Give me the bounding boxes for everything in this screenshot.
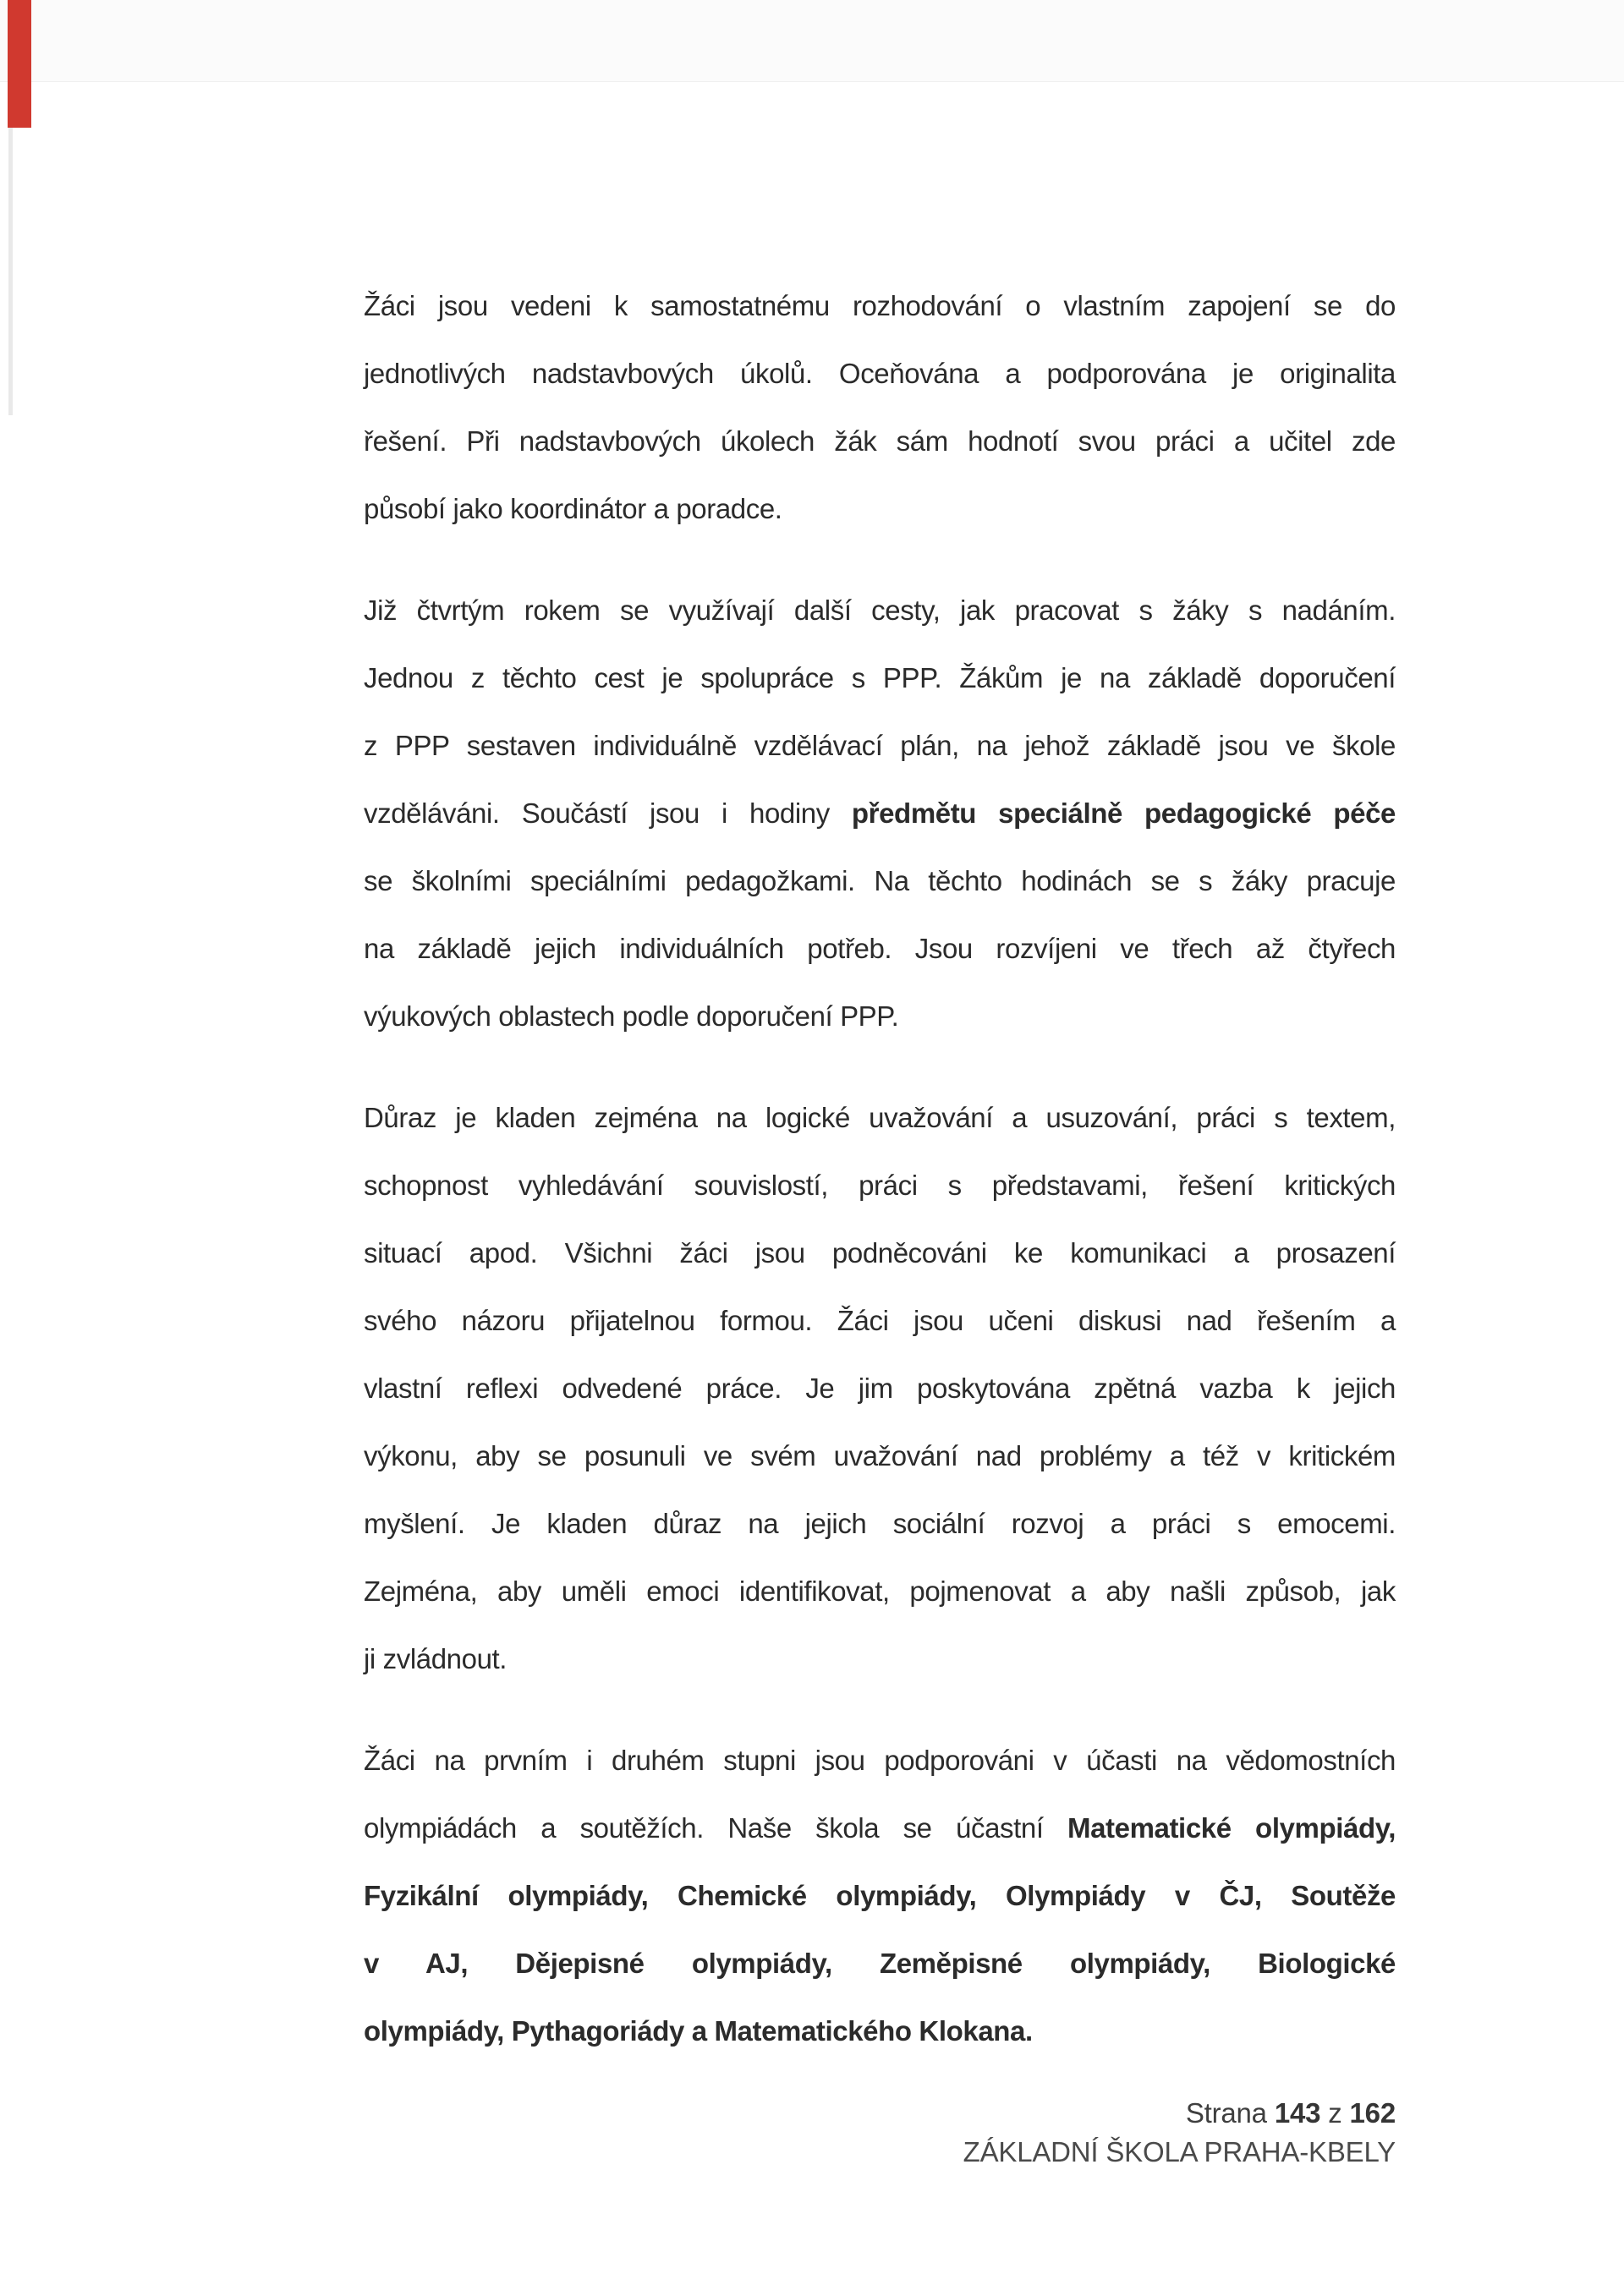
text-run: svého názoru přijatelnou formou. Žáci jsou učeni diskusi nad řešením a (364, 1305, 1396, 1336)
page-footer (364, 2094, 1396, 2172)
text-line (364, 1558, 1396, 1625)
text-line (364, 1795, 1396, 1862)
bold-text-run: Matematické olympiády, (1067, 1812, 1396, 1844)
text-run: působí jako koordinátor a poradce. (364, 493, 782, 524)
text-line (364, 983, 1396, 1050)
text-run: z PPP sestaven individuálně vzdělávací plán, na jehož základě jsou ve škole (364, 730, 1396, 761)
bold-text-run: olympiády, Pythagoriády a Matematického Klokana. (364, 2015, 1033, 2047)
text-line (364, 1997, 1396, 2065)
school-name: ZÁKLADNÍ ŠKOLA PRAHA-KBELY (963, 2136, 1396, 2167)
text-line (364, 847, 1396, 915)
text-run: Již čtvrtým rokem se využívají další cesty, jak pracovat s žáky s nadáním. (364, 595, 1396, 626)
text-run: schopnost vyhledávání souvislostí, práci s představami, řešení kritických (364, 1170, 1396, 1201)
bold-text-run: předmětu speciálně pedagogické péče (851, 797, 1396, 829)
text-line (364, 408, 1396, 475)
text-line (364, 1287, 1396, 1355)
text-run: Zejména, aby uměli emoci identifikovat, pojmenovat a aby našli způsob, jak (364, 1575, 1396, 1607)
text-line (364, 1625, 1396, 1693)
page-number (364, 2094, 1396, 2133)
text-run: Jednou z těchto cest je spolupráce s PPP. Žákům je na základě doporučení (364, 662, 1396, 693)
text-line (364, 1084, 1396, 1152)
text-line (364, 475, 1396, 543)
text-run: myšlení. Je kladen důraz na jejich sociální rozvoj a práci s emocemi. (364, 1508, 1396, 1539)
text-line (364, 1490, 1396, 1558)
text-run: se školními speciálními pedagožkami. Na těchto hodinách se s žáky pracuje (364, 865, 1396, 896)
paragraph (364, 577, 1396, 1050)
page-number-current: 143 (1274, 2097, 1321, 2129)
text-run: Žáci na prvním i druhém stupni jsou podporováni v účasti na vědomostních (364, 1745, 1396, 1776)
text-line (364, 340, 1396, 408)
text-run: řešení. Při nadstavbových úkolech žák sám hodnotí svou práci a učitel zde (364, 425, 1396, 457)
text-line (364, 272, 1396, 340)
text-run: ji zvládnout. (364, 1643, 508, 1674)
text-line (364, 712, 1396, 780)
text-line (364, 577, 1396, 644)
text-line (364, 644, 1396, 712)
text-run: na základě jejich individuálních potřeb. Jsou rozvíjeni ve třech až čtyřech (364, 933, 1396, 964)
page-number-prefix: Strana (1185, 2097, 1267, 2129)
text-line (364, 1930, 1396, 1997)
text-line (364, 780, 1396, 847)
paragraph (364, 1727, 1396, 2065)
text-line (364, 1727, 1396, 1795)
text-run: jednotlivých nadstavbových úkolů. Oceňována a podporována je originalita (364, 358, 1396, 389)
text-line (364, 1355, 1396, 1422)
red-margin-stripe (8, 0, 31, 128)
text-run: Žáci jsou vedeni k samostatnému rozhodování o vlastním zapojení se do (364, 290, 1396, 321)
text-line (364, 1862, 1396, 1930)
text-run: Důraz je kladen zejména na logické uvažování a usuzování, práci s textem, (364, 1102, 1396, 1133)
text-line (364, 1152, 1396, 1219)
text-line (364, 1219, 1396, 1287)
text-run: situací apod. Všichni žáci jsou podněcováni ke komunikaci a prosazení (364, 1237, 1396, 1269)
page-number-total: 162 (1349, 2097, 1396, 2129)
page-number-separator: z (1328, 2097, 1342, 2129)
paragraph (364, 1084, 1396, 1693)
text-line (364, 915, 1396, 983)
text-run: výkonu, aby se posunuli ve svém uvažování nad problémy a též v kritickém (364, 1440, 1396, 1471)
text-run: olympiádách a soutěžích. Naše škola se účastní (364, 1812, 1067, 1844)
text-block (364, 272, 1396, 2099)
left-scan-line (8, 128, 13, 415)
text-line (364, 1422, 1396, 1490)
top-scan-band (0, 0, 1624, 82)
paragraph (364, 272, 1396, 543)
text-run: výukových oblastech podle doporučení PPP. (364, 1000, 899, 1032)
bold-text-run: Fyzikální olympiády, Chemické olympiády, Olympiády v ČJ, Soutěže (364, 1880, 1396, 1911)
text-run: vlastní reflexi odvedené práce. Je jim poskytována zpětná vazba k jejich (364, 1373, 1396, 1404)
text-run: vzděláváni. Součástí jsou i hodiny (364, 797, 852, 829)
bold-text-run: v AJ, Dějepisné olympiády, Zeměpisné olympiády, Biologické (364, 1948, 1396, 1979)
